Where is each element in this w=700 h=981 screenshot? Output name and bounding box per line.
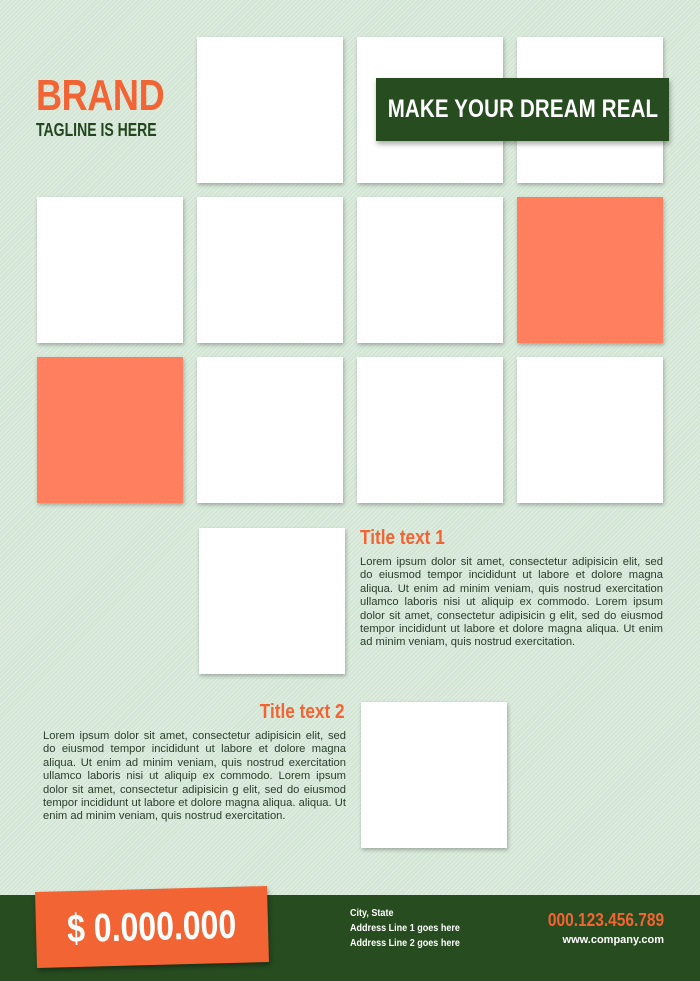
accent-tile	[37, 357, 183, 503]
section-1-body: Lorem ipsum dolor sit amet, consectetur adipisicin elit, sed do eiusmod tempor incididunt ut labore et dolore magna aliqua. Ut enim ad minim veniam, quis nostrud exercitation ullamco laboris nisi ut aliquip ex commodo. Lorem ipsum dolor sit amet, consectetur adipisicin g elit, sed do eiusmod tempor incididunt ut labore et dolore magna aliqua. Ut enim ad minim veniam, quis nostrud exercitation.	[360, 556, 663, 649]
address-line-2: Address Line 2 goes here	[350, 937, 460, 949]
website-link[interactable]: www.company.com	[562, 934, 664, 946]
photo-tile	[199, 528, 345, 674]
photo-tile	[37, 197, 183, 343]
address-block	[350, 906, 460, 951]
photo-tile	[197, 357, 343, 503]
section-2-body: Lorem ipsum dolor sit amet, consectetur adipisicin elit, sed do eiusmod tempor incididunt ut labore et dolore magna aliqua. Ut enim ad minim veniam, quis nostrud exercitation ullamco laboris nisi ut aliquip ex commodo. Lorem ipsum dolor sit amet, consectetur adipisicin g elit, sed do eiusmod tempor incididunt ut labore et dolore magna aliqua. aliqua. Ut enim ad minim veniam, quis nostrud exercitation.	[43, 730, 346, 823]
section-2-title: Title text 2	[260, 701, 345, 723]
address-city: City, State	[350, 907, 394, 919]
headline-banner	[376, 78, 669, 141]
address-line-1: Address Line 1 goes here	[350, 922, 460, 934]
photo-tile	[517, 357, 663, 503]
price-tag	[35, 886, 269, 968]
brand-name: BRAND	[36, 71, 165, 120]
photo-tile	[357, 357, 503, 503]
photo-tile	[197, 197, 343, 343]
brand-logo	[36, 71, 192, 140]
phone-number: 000.123.456.789	[547, 910, 664, 930]
photo-tile	[357, 197, 503, 343]
photo-tile	[197, 37, 343, 183]
section-1-title: Title text 1	[360, 527, 445, 549]
accent-tile	[517, 197, 663, 343]
headline-text: MAKE YOUR DREAM REAL	[387, 95, 658, 123]
brand-tagline: TAGLINE IS HERE	[36, 120, 157, 140]
contact-block	[529, 909, 664, 948]
photo-tile	[361, 702, 507, 848]
price-value: $ 0.000.000	[66, 902, 238, 951]
